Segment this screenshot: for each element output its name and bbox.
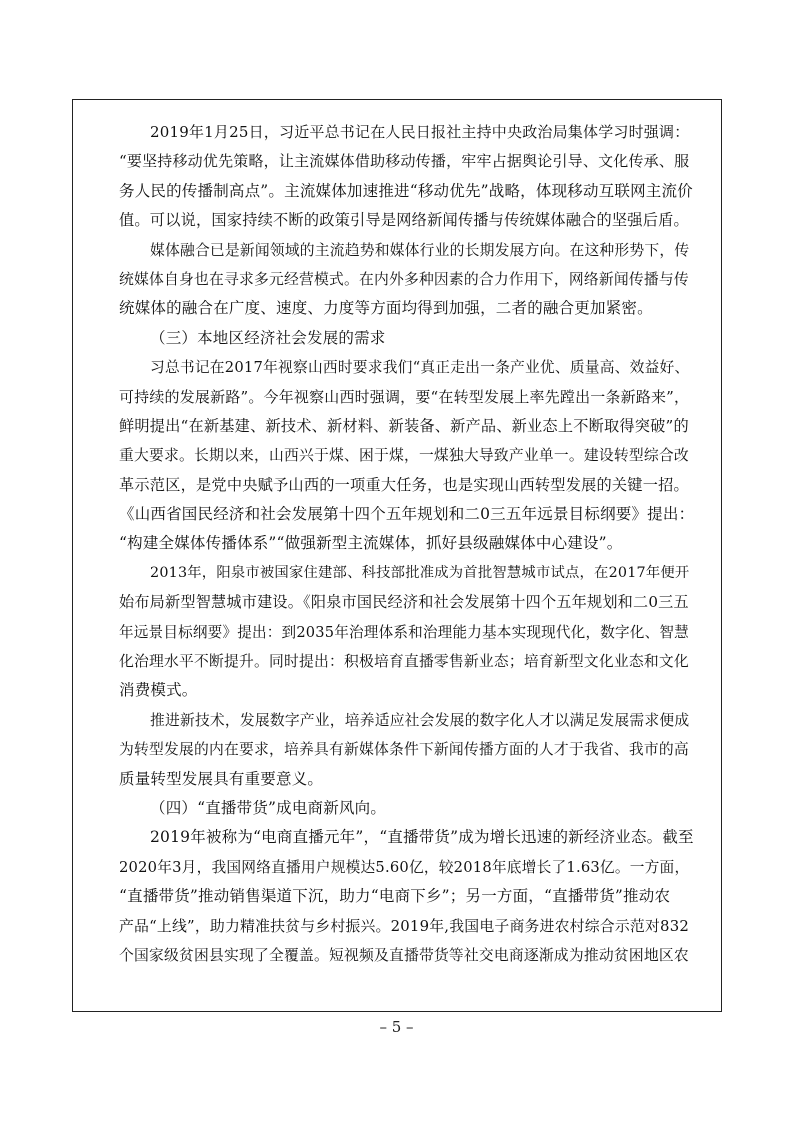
text-line: 2019年被称为“电商直播元年”，“直播带货”成为增长迅速的新经济业态。截至: [150, 828, 694, 847]
text-line: 统媒体的融合在广度、速度、力度等方面均得到加强，二者的融合更加紧密。: [119, 299, 653, 318]
text-line: 始布局新型智慧城市建设。《阳泉市国民经济和社会发展第十四个五年规划和二0三五: [119, 593, 689, 612]
text-line: 值。可以说，国家持续不断的政策引导是网络新闻传播与传统媒体融合的坚强后盾。: [119, 211, 689, 230]
page-number: – 5 –: [379, 1018, 414, 1036]
text-line: 为转型发展的内在要求，培养具有新媒体条件下新闻传播方面的人才于我省、我市的高: [119, 741, 689, 759]
text-line: “直播带货”推动销售渠道下沉，助力“电商下乡”；另一方面，“直播带货”推动农: [119, 887, 671, 906]
text-line: 消费模式。: [119, 681, 198, 700]
text-line: 革示范区，是党中央赋予山西的一项重大任务，也是实现山西转型发展的关键一招。: [119, 475, 689, 494]
text-line: 重大要求。长期以来，山西兴于煤、困于煤，一煤独大导致产业单一。建设转型综合改: [119, 447, 689, 465]
text-line: 习总书记在2017年视察山西时要求我们“真正走出一条产业优、质量高、效益好、: [150, 359, 690, 377]
document-frame: [72, 99, 722, 1012]
text-line: 化治理水平不断提升。同时提出：积极培育直播零售新业态；培育新型文化业态和文化: [119, 653, 689, 671]
text-line: “要坚持移动优先策略，让主流媒体借助移动传播，牢牢占据舆论引导、文化传承、服: [119, 152, 690, 171]
text-line: （三）本地区经济社会发展的需求: [150, 328, 386, 347]
text-line: 媒体融合已是新闻领域的主流趋势和媒体行业的长期发展方向。在这种形势下，传: [150, 241, 690, 259]
text-line: 质量转型发展具有重要意义。: [119, 769, 324, 788]
text-line: （四）“直播带货”成电商新风向。: [150, 798, 387, 817]
text-line: 可持续的发展新路”。今年视察山西时强调，要“在转型发展上率先蹚出一条新路来”，: [119, 387, 690, 406]
document-body: [119, 118, 695, 970]
text-line: “构建全媒体传播体系”“做强新型主流媒体，抓好县级融媒体中心建设”。: [119, 534, 623, 553]
text-line: 个国家级贫困县实现了全覆盖。短视频及直播带货等社交电商逐渐成为推动贫困地区农: [119, 946, 689, 964]
text-line: 鲜明提出“在新基建、新技术、新材料、新装备、新产品、新业态上不断取得突破”的: [119, 416, 689, 435]
text-line: 产品“上线”，助力精准扶贫与乡村振兴。2019年,我国电子商务进农村综合示范对832: [119, 916, 689, 935]
text-line: 推进新技术，发展数字产业，培养适应社会发展的数字化人才以满足发展需求便成: [150, 711, 690, 729]
text-line: 《山西省国民经济和社会发展第十四个五年规划和二0三五年远景目标纲要》提出：: [119, 505, 695, 524]
text-line: 2020年3月，我国网络直播用户规模达5.60亿，较2018年底增长了1.63亿。一方面，: [119, 858, 690, 876]
text-line: 2013年，阳泉市被国家住建部、科技部批准成为首批智慧城市试点，在2017年便开: [150, 564, 690, 581]
text-line: 年远景目标纲要》提出：到2035年治理体系和治理能力基本实现现代化，数字化、智慧: [119, 623, 689, 641]
text-line: 统媒体自身也在寻求多元经营模式。在内外多种因素的合力作用下，网络新闻传播与传: [119, 270, 689, 288]
text-line: 2019年1月25日，习近平总书记在人民日报社主持中央政治局集体学习时强调：: [150, 123, 690, 141]
text-line: 务人民的传播制高点”。主流媒体加速推进“移动优先”战略，体现移动互联网主流价: [119, 181, 693, 200]
